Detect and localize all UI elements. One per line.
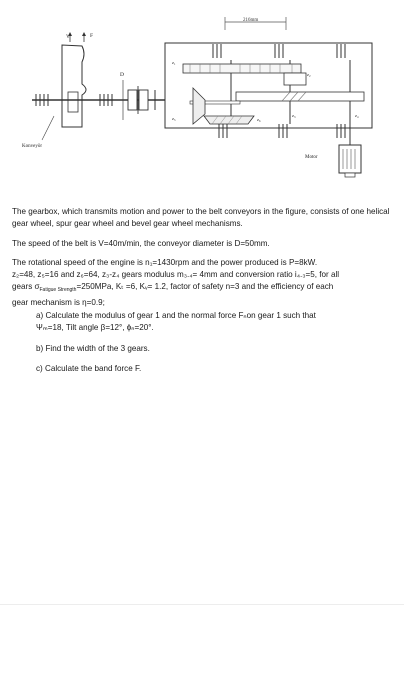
label-v: V <box>66 34 70 40</box>
gear-label-2: z₂ <box>307 72 311 77</box>
sigma-subscript: Fatigue Strength <box>39 287 77 294</box>
problem-engine: The rotational speed of the engine is n₁=1430rpm and the power produced is P=8kW. z₂=48, z₅=16 and z₆=64, z₃-z₄ gears modulus m₃.₄= 4mm and conversion ratio i₄.₃=5, for all gears $\sigma_{Fatigue Strength}=250MPa$, Kₜ =6, Kᵥ= 1.2, factor of safety n=3 and the efficiency of each gear mechanism is η=0.9; <box>12 257 340 307</box>
label-motor: Motor <box>305 155 318 160</box>
gear-label-6: z₆ <box>257 117 261 122</box>
conveyor-drum <box>62 45 86 127</box>
helical-gear <box>236 92 364 101</box>
gear-z1 <box>183 64 301 73</box>
label-d: D <box>120 72 124 78</box>
question-b: b) Find the width of the 3 gears. <box>36 343 150 353</box>
label-conveyor: Konveyör <box>22 144 42 149</box>
motor-base <box>345 173 355 177</box>
question-c: c) Calculate the band force F. <box>36 363 142 373</box>
problem-belt: The speed of the belt is V=40m/min, the conveyor diameter is D=50mm. <box>12 238 270 248</box>
motor <box>339 145 361 173</box>
coupling <box>128 86 148 114</box>
force-arrowhead <box>82 32 86 36</box>
problem-text <box>12 206 396 383</box>
bevel-gear-z5 <box>193 88 205 124</box>
gear-label-1: z₁ <box>172 60 176 65</box>
gear-label-3: z₃ <box>292 113 296 118</box>
gear-z2 <box>284 73 306 85</box>
drum-hub <box>68 92 78 112</box>
section-divider <box>0 604 404 605</box>
gearbox-diagram <box>0 0 404 200</box>
top-bearings <box>213 44 345 58</box>
conveyor-leader <box>42 116 54 140</box>
gear-label-4: z₄ <box>355 113 359 118</box>
problem-intro: The gearbox, which transmits motion and power to the belt conveyors in the figure, consists of one helical gear wheel, spur gear wheel and bevel gear wheel mechanisms. <box>12 207 390 229</box>
bottom-bearings <box>219 124 345 138</box>
gearbox-figure <box>0 0 404 200</box>
dimension-label: 216mm <box>243 18 259 23</box>
question-a: a) Calculate the modulus of gear 1 and the normal force Fₙon gear 1 such that Ψₘ=18, Tilt angle β=12°, ɸₙ=20°. <box>36 311 316 333</box>
gear-label-5: z₅ <box>172 116 176 121</box>
label-f: F <box>90 33 94 39</box>
